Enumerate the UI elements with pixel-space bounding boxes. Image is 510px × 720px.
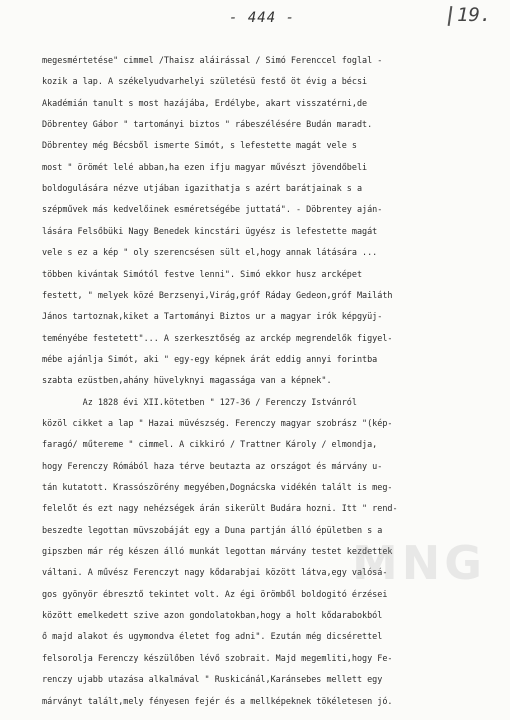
text-line: Döbrentey még Bécsből ismerte Simót, s lefestette magát vele s: [42, 140, 357, 151]
text-line: tán kutatott. Krassószörény megyében,Dognácska vidékén talált is meg-: [42, 482, 393, 492]
text-line: többen kivántak Simótól festve lenni". Simó ekkor husz arcképet: [42, 268, 363, 279]
text-line: megesmértetése" cimmel /Thaisz aláirással / Simó Ferenccel foglal -: [42, 55, 383, 65]
text-line: Az 1828 évi XII.kötetben " 127-36 / Ferenczy Istvánról: [42, 396, 357, 407]
text-line: most " örömét lelé abban,ha ezen ifju magyar művészt jövendőbeli: [42, 161, 368, 172]
sheet-number: 19.: [457, 4, 492, 26]
text-line: Akadémián tanult s most hazájába, Erdélybe, akart visszatérni,de: [42, 97, 368, 108]
text-line: felelőt és ezt nagy nehézségek árán sikerült Budára hozni. Itt " rend-: [42, 503, 398, 514]
page-number: - 444 -: [229, 10, 296, 26]
text-line: mébe ajánlja Simót, aki " egy-egy képnek árát eddig annyi forintba: [42, 353, 378, 364]
text-line: beszedte legottan müvszobáját egy a Duna partján álló épületben s a: [42, 524, 383, 535]
text-line: között emelkedett szive azon gondolatokban,hogy a holt kődarabokból: [42, 610, 383, 621]
text-line: teményébe festetett"... A szerkesztőség az arckép megrendelők figyel-: [42, 332, 393, 343]
text-line: hogy Ferenczy Rómából haza térve beutazta az országot és márvány u-: [42, 460, 383, 471]
text-line: közöl cikket a lap " Hazai müvészség. Ferenczy magyar szobrász "(kép-: [42, 417, 393, 428]
text-line: ő majd alakot és ugymondva életet fog adni". Ezután még dicsérettel: [42, 631, 383, 642]
text-line: renczy ujabb utazása alkalmával " Ruskicánál,Karánsebes mellett egy: [42, 674, 383, 685]
text-line: szabta ezüstben,ahány hüvelyknyi magassága van a képnek".: [42, 375, 332, 386]
text-line: lására Felsőbüki Nagy Benedek kincstári ügyész is lefestette magát: [42, 225, 378, 236]
text-line: vele s ez a kép " oly szerencsésen sült el,hogy annak látására ...: [42, 247, 378, 258]
text-line: Döbrentey Gábor " tartományi biztos " rábeszélésére Budán maradt.: [42, 119, 373, 130]
watermark-logo: MNG: [352, 536, 487, 590]
text-line: kozik a lap. A székelyudvarhelyi születésü festő öt évig a bécsi: [42, 76, 368, 87]
text-line: festett, " melyek közé Berzsenyi,Virág,gróf Ráday Gedeon,gróf Mailáth: [42, 289, 393, 300]
text-line: váltani. A művész Ferenczyt nagy kődarabjai között látva,egy valósá-: [42, 567, 388, 578]
text-line: faragó/ műtereme " cimmel. A cikkiró / Trattner Károly / elmondja,: [42, 439, 378, 450]
text-line: gipszben már rég készen álló munkát legottan márvány testet kezdettek: [42, 546, 393, 557]
text-line: János tartoznak,kiket a Tartományi Biztos ur a magyar irók képgyüj-: [42, 311, 383, 322]
text-line: boldogulására nézve utjában igazithatja s azért barátjainak s a: [42, 183, 363, 194]
text-line: márványt talált,mely fényesen fejér és a mellképeknek tökéletesen jó.: [42, 695, 393, 706]
text-line: szépművek más kedvelőinek esméretségébe juttatá". - Döbrentey aján-: [42, 204, 383, 215]
text-line: felsorolja Ferenczy készülőben lévő szobrait. Majd megemliti,hogy Fe-: [42, 652, 393, 663]
text-line: gos gyönyör ébresztő tekintet volt. Az égi örömből boldogitó érzései: [42, 588, 388, 599]
